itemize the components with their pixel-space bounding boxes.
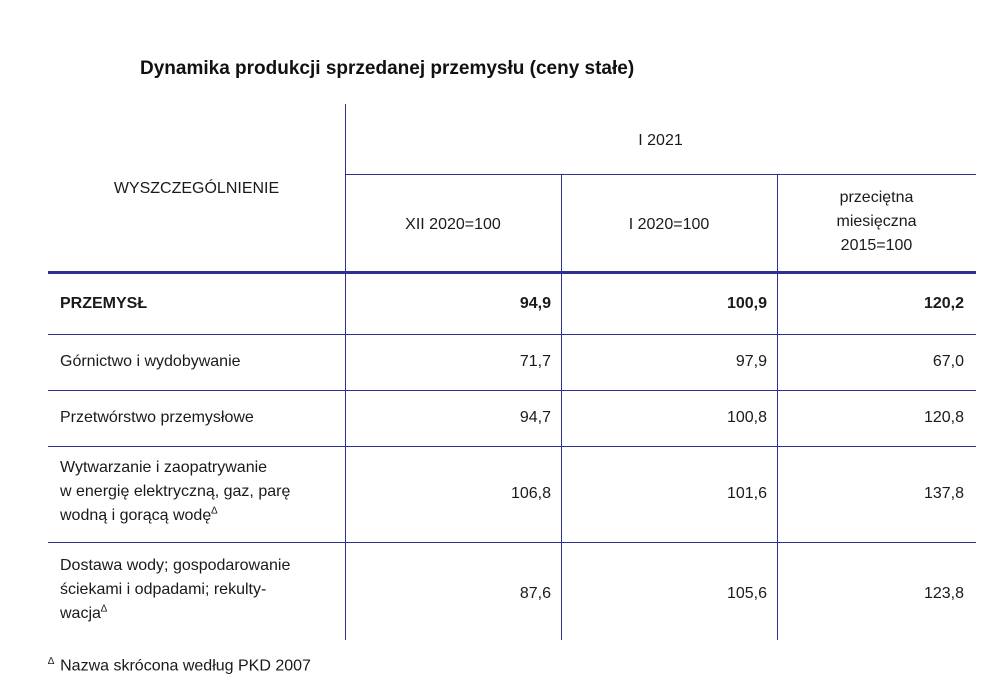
header-rule (345, 174, 976, 175)
row-label-line: ściekami i odpadami; rekulty- (60, 581, 267, 598)
footnote-marker: ∆ (100, 603, 108, 615)
footnote-marker: ∆ (211, 505, 218, 517)
column-header-2: I 2020=100 (628, 216, 710, 233)
footnote-text: Nazwa skrócona według PKD 2007 (60, 657, 311, 675)
row-value: 137,8 (923, 485, 964, 502)
row-value: 106,8 (510, 485, 551, 502)
column-header-1: XII 2020=100 (405, 216, 501, 233)
row-value: 94,9 (519, 295, 551, 312)
column-header-3-line: przeciętna (839, 189, 914, 206)
table-title: Dynamika produkcji sprzedanej przemysłu (ceny stałe) (140, 58, 635, 79)
row-rule (48, 542, 976, 543)
row-label-line (60, 602, 345, 626)
row-label: Przetwórstwo przemysłowe (60, 409, 254, 426)
row-rule (48, 334, 976, 335)
column-header-3-line: miesięczna (836, 213, 917, 230)
row-value: 105,6 (726, 585, 767, 602)
row-rule (48, 390, 976, 391)
footnote-symbol: ∆ (48, 656, 55, 667)
column-header-3 (777, 186, 976, 258)
row-label-line-text: wacja (60, 605, 101, 622)
row-rule (48, 446, 976, 447)
row-value: 94,7 (519, 409, 551, 426)
row-value: 97,9 (735, 353, 767, 370)
row-label-line: Wytwarzanie i zaopatrywanie (60, 459, 268, 476)
row-label (60, 456, 345, 528)
row-label-line: w energię elektryczną, gaz, parę (60, 483, 291, 500)
row-value: 71,7 (519, 353, 551, 370)
row-value: 123,8 (923, 585, 964, 602)
row-value: 100,9 (726, 295, 767, 312)
row-label-line (60, 504, 345, 528)
period-header: I 2021 (638, 132, 683, 149)
row-value: 67,0 (932, 353, 964, 370)
row-label-line-text: wodną i gorącą wodę (60, 507, 212, 524)
column-header-3-line: 2015=100 (840, 237, 913, 254)
row-value: 101,6 (726, 485, 767, 502)
row-label: Górnictwo i wydobywanie (60, 353, 241, 370)
row-value: 120,2 (923, 295, 964, 312)
row-label: PRZEMYSŁ (60, 295, 148, 312)
stub-header: WYSZCZEGÓLNIENIE (113, 180, 280, 197)
footnote (48, 656, 311, 675)
header-bottom-rule (48, 271, 976, 274)
row-label (60, 554, 345, 626)
row-value: 120,8 (923, 409, 964, 426)
row-value: 100,8 (726, 409, 767, 426)
row-value: 87,6 (519, 585, 551, 602)
row-label-line: Dostawa wody; gospodarowanie (60, 557, 291, 574)
